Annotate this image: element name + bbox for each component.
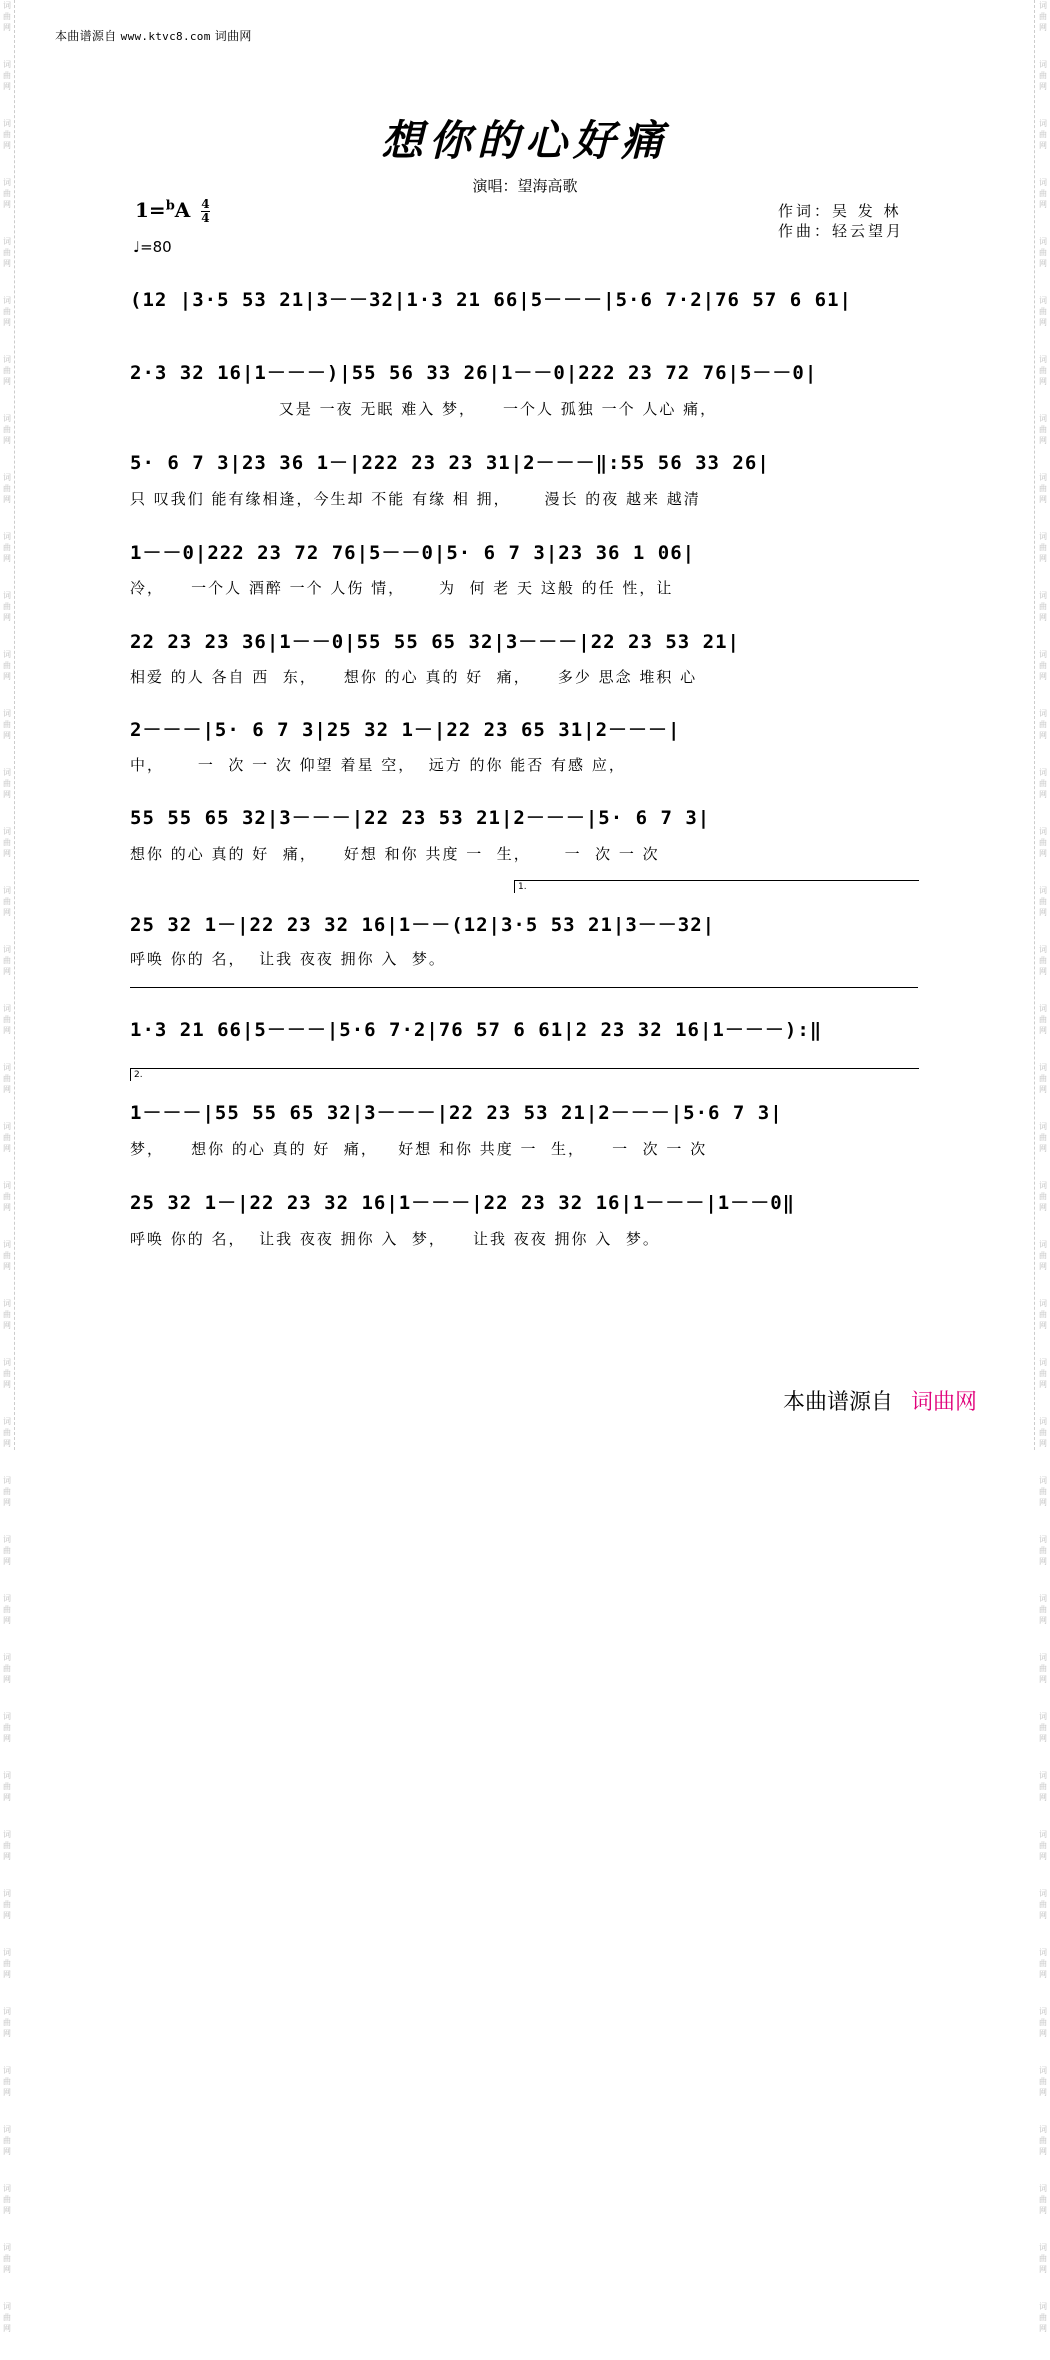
first-ending-label: 1.	[518, 882, 527, 892]
time-signature	[201, 198, 209, 225]
lyric-line: 想你 的心 真的 好 痛， 好想 和你 共度 一 生， 一 次 一 次	[130, 845, 660, 863]
lyric-line: 冷， 一个人 酒醉 一个 人伤 情， 为 何 老 天 这般 的任 性，让	[130, 579, 674, 597]
tempo-mark: ♩=80	[133, 238, 172, 256]
second-ending-bracket	[130, 1068, 919, 1081]
lyric-line: 相爱 的人 各自 西 东， 想你 的心 真的 好 痛， 多少 思念 堆积 心	[130, 668, 698, 686]
score-line: 22 23 23 36|1－－0|55 55 65 32|3－－－|22 23 53 21|	[130, 631, 740, 653]
score-line: 25 32 1－|22 23 32 16|1－－－|22 23 32 16|1－－－|1－－0‖	[130, 1192, 796, 1214]
composer-credit: 作曲：轻云望月	[778, 222, 905, 240]
key-prefix: 1=	[135, 198, 166, 222]
left-watermark: 词 曲 网 词 曲 网 词 曲 网 词 曲 网 词 曲 网 词 曲 网 词 曲 网 词 曲 网 词 曲 网 词 曲 网 词 曲 网 词 曲 网 词 曲 网 词 曲 网 词 曲 网 词 曲 网 词 曲 网 词 曲 网 词 曲 网 词 曲 网 词 曲 网 词 曲 网 词 曲 网 词 曲 网 词 曲 网 词 曲 网 词 曲 网 词 曲 网 词 曲 网 词 曲 网 词 曲 网 词 曲 网 词 曲 网 词 曲 网 词 曲 网 词 曲 网 词 曲 网 词 曲 网 词 曲 网 词 曲 网	[3, 1, 11, 2333]
second-ending-label: 2.	[134, 1070, 143, 1080]
score-line: 55 55 65 32|3－－－|22 23 53 21|2－－－|5· 6 7 3|	[130, 807, 711, 829]
song-title: 想你的心好痛	[380, 116, 669, 165]
lyric-line: 呼唤 你的 名， 让我 夜夜 拥你 入 梦。	[130, 950, 446, 968]
page-header	[55, 27, 252, 44]
time-top: 4	[201, 197, 210, 211]
score-line: 5· 6 7 3|23 36 1－|222 23 23 31|2－－－‖:55 56 33 26|	[130, 452, 770, 474]
footer-text: 本曲谱源自	[783, 1390, 894, 1415]
lyricist-credit: 作词：吴 发 林	[778, 202, 902, 220]
score-line: 1－－0|222 23 72 76|5－－0|5· 6 7 3|23 36 1 06|	[130, 542, 696, 564]
header-source-label: 本曲谱源自	[55, 29, 117, 43]
left-margin-line	[14, 0, 15, 1450]
lyric-line: 只 叹我们 能有缘相逢，今生却 不能 有缘 相 拥， 漫长 的夜 越来 越清	[130, 490, 701, 508]
score-line: 2－－－|5· 6 7 3|25 32 1－|22 23 65 31|2－－－|	[130, 719, 681, 741]
score-line: (12 |3·5 53 21|3－－32|1·3 21 66|5－－－|5·6 7·2|76 57 6 61|	[130, 289, 852, 311]
page-footer	[783, 1385, 977, 1416]
right-watermark: 词 曲 网 词 曲 网 词 曲 网 词 曲 网 词 曲 网 词 曲 网 词 曲 网 词 曲 网 词 曲 网 词 曲 网 词 曲 网 词 曲 网 词 曲 网 词 曲 网 词 曲 网 词 曲 网 词 曲 网 词 曲 网 词 曲 网 词 曲 网 词 曲 网 词 曲 网 词 曲 网 词 曲 网 词 曲 网 词 曲 网 词 曲 网 词 曲 网 词 曲 网 词 曲 网 词 曲 网 词 曲 网 词 曲 网 词 曲 网 词 曲 网 词 曲 网 词 曲 网 词 曲 网 词 曲 网 词 曲 网	[1039, 1, 1047, 2333]
key-signature	[135, 198, 210, 225]
first-ending-bracket	[514, 880, 919, 893]
header-url[interactable]: www.ktvc8.com	[120, 30, 211, 43]
lyric-line: 梦， 想你 的心 真的 好 痛， 好想 和你 共度 一 生， 一 次 一 次	[130, 1140, 708, 1158]
singer: 演唱：望海高歌	[472, 177, 578, 195]
score-line: 25 32 1－|22 23 32 16|1－－(12|3·5 53 21|3－－32|	[130, 914, 716, 936]
lyric-line: 呼唤 你的 名， 让我 夜夜 拥你 入 梦， 让我 夜夜 拥你 入 梦。	[130, 1230, 660, 1248]
key-note: A	[174, 198, 191, 222]
footer-brand[interactable]: 词曲网	[911, 1390, 978, 1415]
first-ending-continuation	[130, 987, 918, 988]
time-bottom: 4	[201, 211, 210, 225]
header-site: 词曲网	[214, 29, 252, 43]
flat-sign: b	[165, 198, 175, 214]
score-line: 2·3 32 16|1－－－)|55 56 33 26|1－－0|222 23 72 76|5－－0|	[130, 362, 818, 384]
lyric-line: 中， 一 次 一 次 仰望 着星 空， 远方 的你 能否 有感 应，	[130, 756, 626, 774]
right-margin-line	[1034, 0, 1035, 1450]
lyric-line: 又是 一夜 无眠 难入 梦， 一个人 孤独 一个 人心 痛，	[130, 400, 718, 418]
score-line: 1·3 21 66|5－－－|5·6 7·2|76 57 6 61|2 23 32 16|1－－－):‖	[130, 1019, 823, 1041]
score-line: 1－－－|55 55 65 32|3－－－|22 23 53 21|2－－－|5·6 7 3|	[130, 1102, 783, 1124]
